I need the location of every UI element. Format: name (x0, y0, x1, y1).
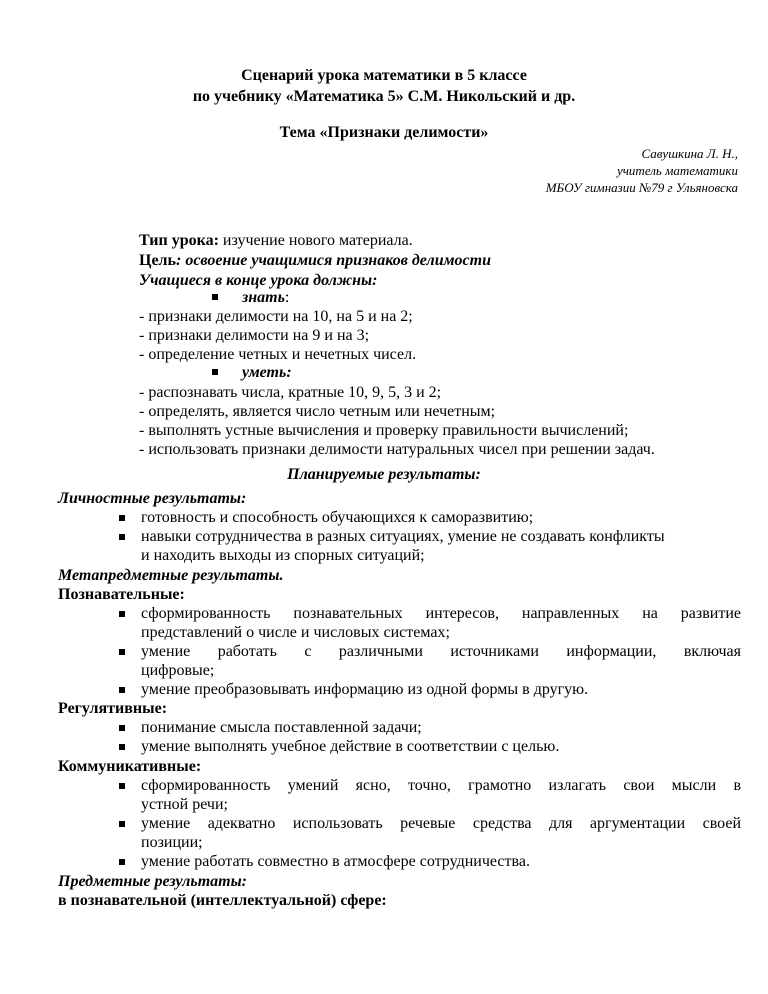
author-school: МБОУ гимназии №79 г Ульяновска (545, 180, 738, 195)
bullet-icon (119, 687, 125, 693)
know-item: - признаки делимости на 9 и на 3; (139, 327, 370, 344)
results-heading: Планируемые результаты: (287, 466, 481, 483)
know-label: знать (242, 289, 285, 306)
can-item: - распознавать числа, кратные 10, 9, 5, 3 и 2; (139, 384, 442, 401)
communicative-item: умение адекватно использовать речевые средства для аргументации своей (141, 815, 741, 832)
cognitive-heading: Познавательные: (58, 586, 185, 603)
subject-subheading: в познавательной (интеллектуальной) сфере: (58, 892, 387, 909)
students-heading: Учащиеся в конце урока должны: (139, 272, 378, 289)
lesson-goal (139, 251, 491, 271)
bullet-icon (119, 611, 125, 617)
personal-heading: Личностные результаты: (58, 490, 247, 507)
communicative-item: сформированность умений ясно, точно, грамотно излагать свои мысли в (141, 777, 741, 794)
can-heading: уметь: (242, 364, 292, 381)
title-line-2: по учебнику «Математика 5» С.М. Никольский и др. (192, 88, 576, 105)
bullet-icon (119, 859, 125, 865)
can-item: - определять, является число четным или нечетным; (139, 403, 496, 420)
lesson-type (139, 231, 413, 251)
author-name: Савушкина Л. Н., (641, 146, 738, 161)
communicative-item-continued: устной речи; (141, 796, 228, 813)
personal-item: навыки сотрудничества в разных ситуациях, умение не создавать конфликты (141, 528, 665, 545)
bullet-icon (119, 515, 125, 521)
know-item: - признаки делимости на 10, на 5 и на 2; (139, 308, 413, 325)
bullet-icon (119, 821, 125, 827)
cognitive-item-continued: представлений о числе и числовых системах; (141, 624, 450, 641)
cognitive-item-continued: цифровые; (141, 662, 215, 679)
bullet-icon (119, 783, 125, 789)
cognitive-item: умение работать с различными источниками информации, включая (141, 643, 741, 660)
bullet-icon (119, 744, 125, 750)
know-heading (242, 288, 289, 308)
bullet-icon (119, 725, 125, 731)
cognitive-item: умение преобразовывать информацию из одной формы в другую. (141, 681, 589, 698)
bullet-icon (212, 294, 218, 300)
know-colon: : (284, 289, 290, 306)
cognitive-item: сформированность познавательных интересов, направленных на развитие (141, 605, 741, 622)
know-item: - определение четных и нечетных чисел. (139, 346, 417, 363)
personal-item-continued: и находить выходы из спорных ситуаций; (141, 547, 425, 564)
lesson-topic: Тема «Признаки делимости» (279, 124, 489, 141)
communicative-item-continued: позиции; (141, 834, 203, 851)
communicative-item: умение работать совместно в атмосфере сотрудничества. (141, 853, 530, 870)
bullet-icon (119, 534, 125, 540)
bullet-icon (119, 649, 125, 655)
title-line-1: Сценарий урока математики в 5 классе (241, 67, 527, 84)
bullet-icon (212, 369, 218, 375)
can-item: - использовать признаки делимости натуральных чисел при решении задач. (139, 441, 655, 458)
regulative-item: понимание смысла поставленной задачи; (141, 719, 422, 736)
personal-item: готовность и способность обучающихся к саморазвитию; (141, 509, 534, 526)
subject-heading: Предметные результаты: (58, 873, 248, 890)
lesson-goal-value: : освоение учащимися признаков делимости (175, 252, 491, 269)
can-item: - выполнять устные вычисления и проверку правильности вычислений; (139, 422, 629, 439)
communicative-heading: Коммуникативные: (58, 758, 202, 775)
lesson-type-value: изучение нового материала. (218, 232, 413, 249)
regulative-heading: Регулятивные: (58, 700, 168, 717)
author-position: учитель математики (616, 163, 738, 178)
lesson-goal-label: Цель (139, 252, 176, 269)
meta-heading: Метапредметные результаты. (58, 567, 284, 584)
lesson-type-label: Тип урока: (139, 232, 219, 249)
regulative-item: умение выполнять учебное действие в соответствии с целью. (141, 738, 560, 755)
